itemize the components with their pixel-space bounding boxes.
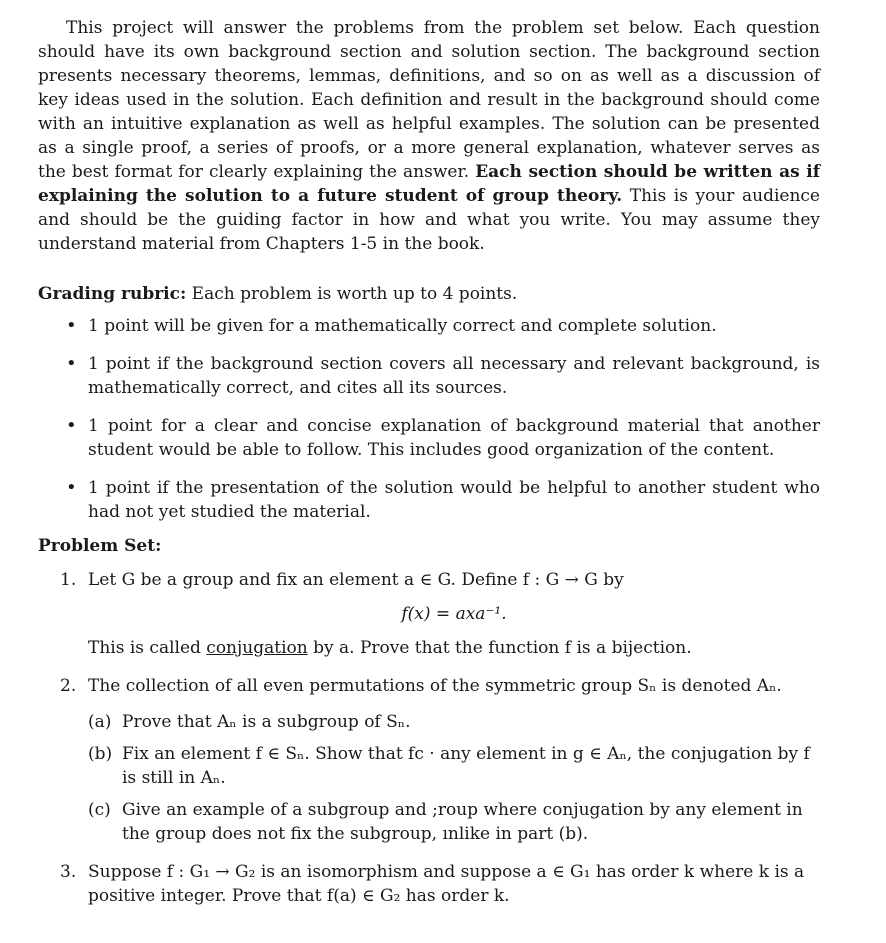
rubric-item [38, 414, 820, 462]
intro-bold-text: Each section should be written as if explaining the solution to a future student of group theory. [38, 162, 821, 206]
subpart-label: (c) [88, 800, 111, 820]
rubric-item [38, 476, 820, 524]
intro-paragraph [38, 16, 820, 256]
followup-text-end: by a. Prove that the function f is a bijection. [307, 638, 692, 658]
bullet-icon: • [66, 315, 77, 336]
subpart-text: Fix an element f ∈ Sₙ. Show that fc · any element in g ∈ Aₙ, the conjugation by f is still in Aₙ. [122, 744, 810, 788]
bullet-icon: • [66, 477, 77, 498]
subpart [88, 710, 820, 734]
subpart [88, 742, 820, 790]
bullet-icon: • [66, 353, 77, 374]
rubric-item-text: 1 point for a clear and concise explanation of background material that another student would be able to follow. This includes good organization of the content. [88, 416, 820, 460]
subpart-text: Give an example of a subgroup and ;roup where conjugation by any element in the group does not fix the subgroup, ınlike in part (b). [122, 800, 803, 844]
document-page [38, 16, 820, 922]
rubric-item [38, 352, 820, 400]
problem-set-heading: Problem Set: [38, 536, 162, 556]
conjugation-formula: f(x) = axa⁻¹. [401, 604, 507, 624]
problem-3 [38, 860, 820, 908]
intro-text-2: This is your audience and should be the guiding factor in how and what you write. You may assume they understand material from Chapters 1-5 in the book. [38, 186, 820, 254]
grading-rubric-section [38, 282, 820, 524]
problem-number: 1. [60, 570, 77, 590]
problem-2-subparts [88, 710, 820, 846]
rubric-item-text: 1 point will be given for a mathematically correct and complete solution. [88, 316, 717, 336]
intro-text-1: This project will answer the problems from the problem set below. Each question should have its own background section and solution section. The background section presents necessary theorems, lemmas, definitions, and so on as well as a discussion of key ideas used in the solution. Each definition and result in the background should come with an intuitive explanation as well as helpful examples. The solution can be presented as a single proof, a series of proofs, or a more general explanation, whatever serves as the best format for clearly explaining the answer. [38, 18, 820, 182]
rubric-item-text: 1 point if the presentation of the solution would be helpful to another student who had not yet studied the material. [88, 478, 820, 522]
problem-1-followup [88, 636, 820, 660]
problem-number: 3. [60, 862, 77, 882]
problem-3-text: Suppose f : G₁ → G₂ is an isomorphism and suppose a ∈ G₁ has order k where k is a positive integer. Prove that f(a) ∈ G₂ has order k. [88, 862, 805, 906]
rubric-heading: Grading rubric: [38, 284, 187, 304]
rubric-list [38, 314, 820, 524]
problem-1 [38, 568, 820, 660]
problem-number: 2. [60, 676, 77, 696]
problem-2-text: The collection of all even permutations of the symmetric group Sₙ is denoted Aₙ. [88, 676, 782, 696]
rubric-item [38, 314, 820, 338]
rubric-item-text: 1 point if the background section covers all necessary and relevant background, is mathematically correct, and cites all its sources. [88, 354, 820, 398]
subpart [88, 798, 820, 846]
problem-1-text: Let G be a group and fix an element a ∈ G. Define f : G → G by [88, 570, 624, 590]
problem-list [38, 568, 820, 908]
rubric-lead: Each problem is worth up to 4 points. [186, 284, 518, 304]
subpart-text: Prove that Aₙ is a subgroup of Sₙ. [122, 712, 411, 732]
conjugation-term: conjugation [206, 638, 308, 658]
followup-text: This is called [88, 638, 207, 658]
bullet-icon: • [66, 415, 77, 436]
subpart-label: (b) [88, 744, 113, 764]
problem-2 [38, 674, 820, 846]
rubric-intro [38, 282, 820, 306]
subpart-label: (a) [88, 712, 112, 732]
